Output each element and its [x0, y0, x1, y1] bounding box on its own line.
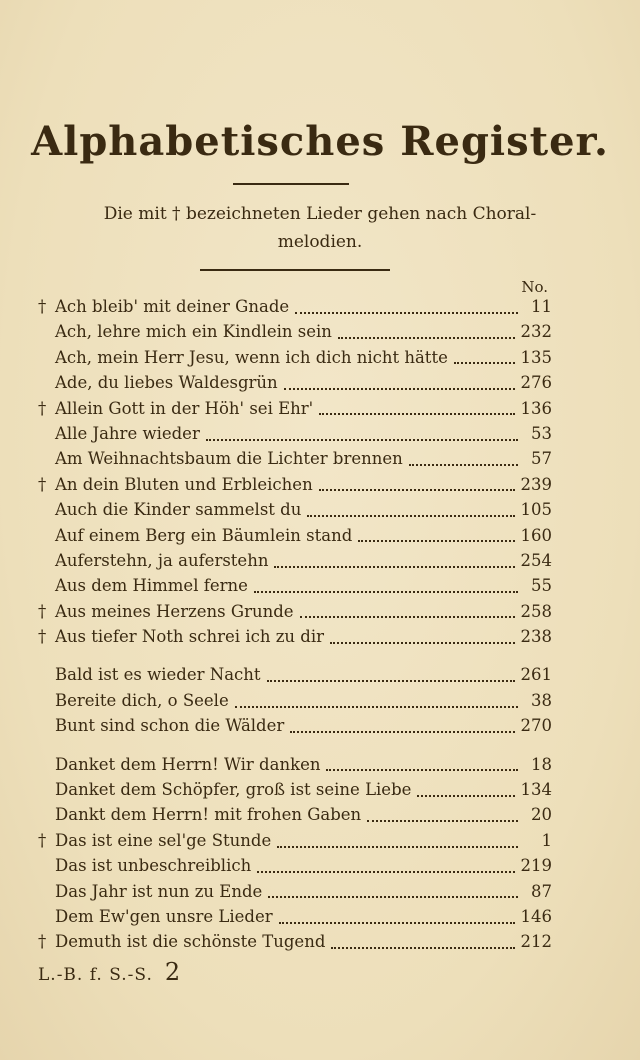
entry-title: An dein Bluten und Erbleichen [55, 474, 313, 494]
entry-number: 232 [520, 322, 552, 342]
leader-dots [284, 388, 515, 390]
register-entry [38, 399, 552, 424]
entry-title: Danket dem Herrn! Wir danken [55, 754, 321, 774]
leader-dots [206, 439, 518, 441]
register-entry [38, 526, 552, 551]
leader-dots [367, 820, 518, 822]
leader-dots [254, 591, 518, 593]
intro-divider [200, 269, 390, 271]
entry-number: 135 [520, 347, 552, 367]
register-entry [38, 907, 552, 932]
entry-title: Bunt sind schon die Wälder [55, 716, 285, 736]
leader-dots [290, 731, 514, 733]
register-entry [38, 602, 552, 627]
leader-dots [417, 795, 514, 797]
entry-title: Demuth ist die schönste Tugend [55, 932, 326, 952]
entry-title: Ach, mein Herr Jesu, wenn ich dich nicht hätte [55, 347, 448, 367]
register-entry [38, 322, 552, 347]
leader-dots [235, 706, 518, 708]
register-entry [38, 424, 552, 449]
entry-title: Ach bleib' mit deiner Gnade [55, 297, 290, 316]
entry-title: Auferstehn, ja auferstehn [55, 550, 269, 570]
entry-number: 105 [520, 500, 552, 520]
register-entry [38, 475, 552, 500]
leader-dots [331, 947, 514, 949]
leader-dots [307, 515, 514, 517]
entry-number: 134 [520, 780, 552, 800]
entry-title: Bald ist es wieder Nacht [55, 665, 261, 685]
register-entry [38, 373, 552, 398]
register-group [38, 755, 552, 958]
register-entry [38, 716, 552, 741]
register-entry [38, 882, 552, 907]
entry-title: Auf einem Berg ein Bäumlein stand [55, 525, 353, 545]
intro-note: Die mit † bezeichneten Lieder gehen nach Choral- melodien. [103, 204, 537, 252]
entry-number: 55 [531, 576, 552, 596]
footer [38, 958, 181, 986]
register-group [38, 297, 552, 652]
entry-number: 239 [520, 474, 552, 494]
entry-title: Das ist unbeschreiblich [55, 856, 252, 876]
entry-number: 270 [520, 716, 552, 736]
leader-dots [358, 540, 514, 542]
entry-title: Ade, du liebes Waldesgrün [55, 373, 278, 393]
register-entry [38, 831, 552, 856]
chorale-dagger-mark: † [38, 297, 47, 316]
register-entry [38, 449, 552, 474]
leader-dots [338, 337, 515, 339]
register-entry [38, 551, 552, 576]
entry-title: Aus dem Himmel ferne [55, 576, 248, 596]
entry-number: 20 [531, 805, 552, 825]
entry-title: Alle Jahre wieder [55, 423, 200, 443]
entry-title: Allein Gott in der Höh' sei Ehr' [55, 398, 314, 418]
leader-dots [295, 312, 518, 314]
leader-dots [277, 846, 518, 848]
number-column-header: No. [521, 278, 548, 296]
entry-title: Ach, lehre mich ein Kindlein sein [55, 322, 332, 342]
register-entry [38, 665, 552, 690]
leader-dots [274, 566, 514, 568]
leader-dots [319, 413, 514, 415]
register-entry [38, 500, 552, 525]
chorale-dagger-mark: † [38, 830, 47, 850]
entry-title: Auch die Kinder sammelst du [55, 500, 302, 520]
register-list [38, 297, 552, 971]
entry-number: 18 [531, 754, 552, 774]
chorale-dagger-mark: † [38, 932, 47, 952]
entry-title: Aus meines Herzens Grunde [55, 601, 294, 621]
entry-number: 38 [531, 690, 552, 710]
register-entry [38, 780, 552, 805]
leader-dots [409, 464, 518, 466]
register-entry [38, 576, 552, 601]
register-entry [38, 856, 552, 881]
leader-dots [319, 489, 515, 491]
register-entry [38, 932, 552, 957]
register-entry [38, 691, 552, 716]
entry-number: 87 [531, 881, 552, 901]
entry-number: 160 [520, 525, 552, 545]
title-divider [233, 183, 349, 185]
entry-number: 1 [541, 830, 552, 850]
entry-number: 254 [520, 550, 552, 570]
leader-dots [454, 362, 515, 364]
entry-title: Das ist eine sel'ge Stunde [55, 830, 272, 850]
entry-title: Dem Ew'gen unsre Lieder [55, 906, 273, 926]
entry-number: 146 [520, 906, 552, 926]
entry-number: 212 [520, 932, 552, 952]
entry-title: Aus tiefer Noth schrei ich zu dir [55, 627, 324, 647]
entry-title: Dankt dem Herrn! mit frohen Gaben [55, 805, 362, 825]
chorale-dagger-mark: † [38, 398, 47, 418]
entry-title: Danket dem Schöpfer, groß ist seine Liebe [55, 780, 412, 800]
leader-dots [257, 871, 514, 873]
entry-number: 258 [520, 601, 552, 621]
signature-number: 2 [164, 958, 182, 986]
entry-number: 276 [520, 373, 552, 393]
leader-dots [330, 642, 515, 644]
signature-abbreviation: L.-B. f. S.-S. [38, 965, 153, 985]
chorale-dagger-mark: † [38, 601, 47, 621]
entry-number: 53 [531, 423, 552, 443]
chorale-dagger-mark: † [38, 474, 47, 494]
register-entry [38, 755, 552, 780]
register-entry [38, 348, 552, 373]
leader-dots [300, 616, 515, 618]
page-title: Alphabetisches Register. [31, 118, 609, 165]
chorale-dagger-mark: † [38, 627, 47, 647]
entry-number: 238 [520, 627, 552, 647]
leader-dots [326, 769, 518, 771]
entry-title: Das Jahr ist nun zu Ende [55, 881, 263, 901]
leader-dots [268, 896, 518, 898]
entry-number: 136 [520, 398, 552, 418]
entry-number: 261 [520, 665, 552, 685]
entry-number: 11 [531, 297, 552, 316]
register-entry [38, 627, 552, 652]
entry-number: 57 [531, 449, 552, 469]
entry-number: 219 [520, 856, 552, 876]
register-entry [38, 297, 552, 322]
register-entry [38, 805, 552, 830]
leader-dots [279, 922, 515, 924]
register-group [38, 665, 552, 741]
leader-dots [267, 680, 515, 682]
entry-title: Bereite dich, o Seele [55, 690, 229, 710]
entry-title: Am Weihnachtsbaum die Lichter brennen [55, 449, 403, 469]
